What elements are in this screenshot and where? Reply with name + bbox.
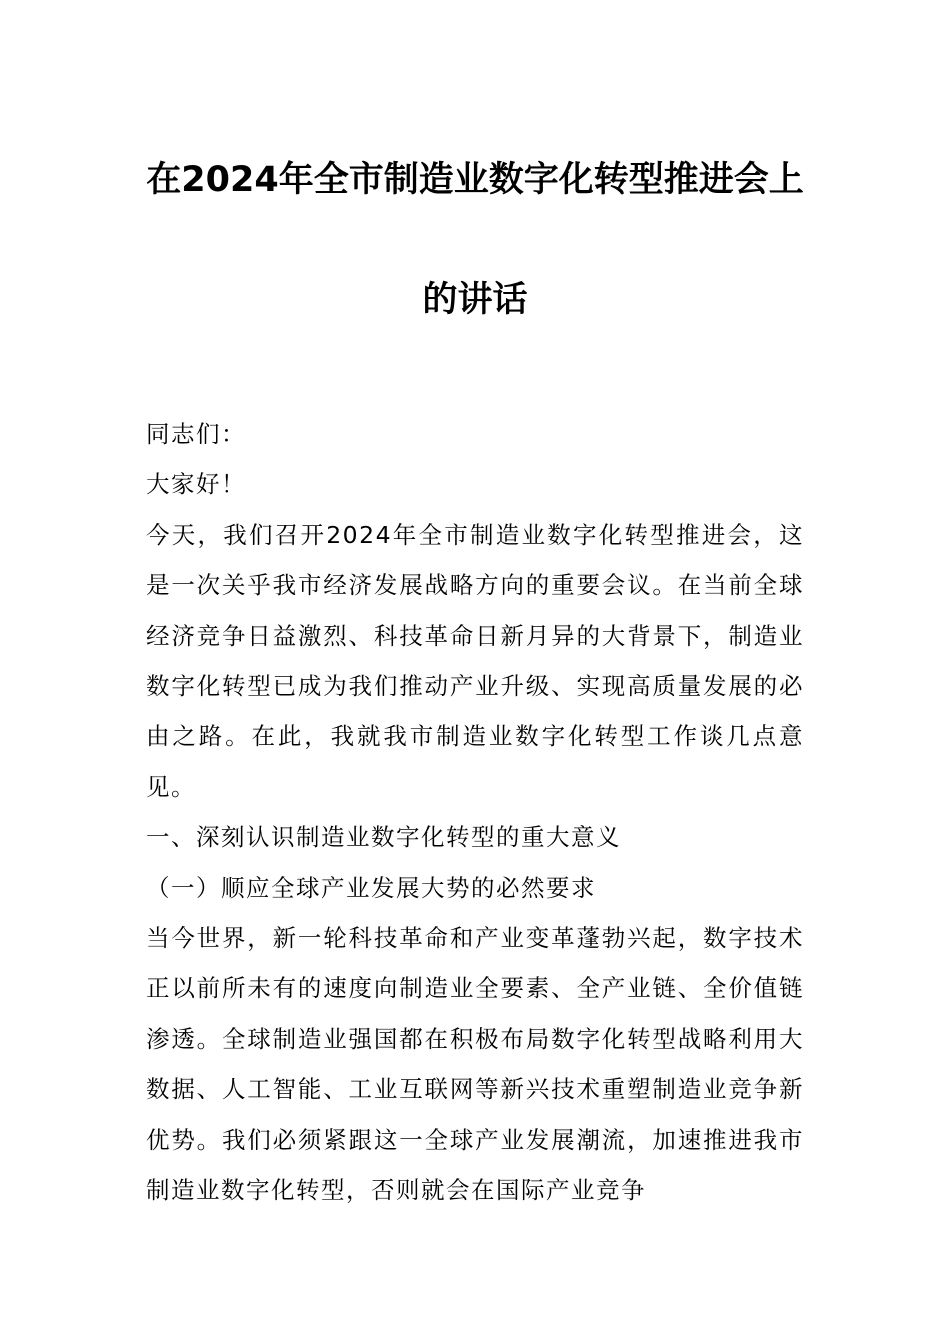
body-paragraph: 当今世界，新一轮科技革命和产业变革蓬勃兴起，数字技术正以前所未有的速度向制造业全要素、全产业链、全价值链渗透。全球制造业强国都在积极布局数字化转型战略利用大数据、人工智能、工业互联网等新兴技术重塑制造业竞争新优势。我们必须紧跟这一全球产业发展潮流，加速推进我市制造业数字化转型，否则就会在国际产业竞争: [146, 924, 804, 1205]
subsection-heading-1: （一）顺应全球产业发展大势的必然要求: [146, 873, 596, 902]
opening-paragraph: 今天，我们召开2024年全市制造业数字化转型推进会，这是一次关乎我市经济发展战略方向的重要会议。在当前全球经济竞争日益激烈、科技革命日新月异的大背景下，制造业数字化转型已成为我们推动产业升级、实现高质量发展的必由之路。在此，我就我市制造业数字化转型工作谈几点意见。: [146, 520, 804, 801]
greeting: 大家好！: [146, 470, 246, 499]
document-body: [146, 409, 804, 1216]
section-heading-1: 一、深刻认识制造业数字化转型的重大意义: [146, 823, 621, 852]
salutation: 同志们：: [146, 420, 246, 448]
document-title-line-2: 的讲话: [422, 280, 528, 320]
document-title-line-1: 在2024年全市制造业数字化转型推进会上: [146, 160, 804, 200]
